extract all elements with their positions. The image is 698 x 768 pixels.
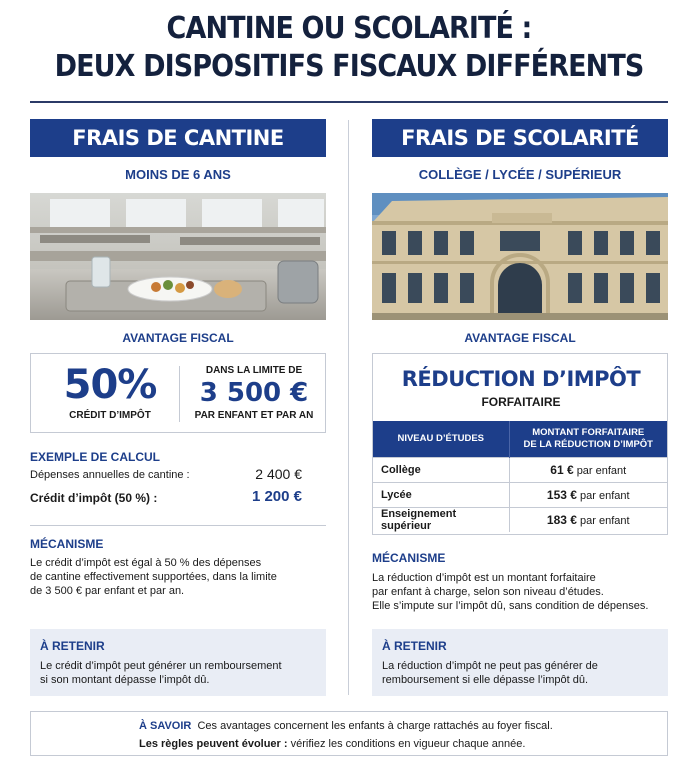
calc-row-label: Dépenses annuelles de cantine : — [30, 469, 190, 481]
rules-line — [139, 738, 525, 750]
level-cell: Lycée — [373, 482, 509, 507]
amount-cell — [509, 507, 667, 532]
calc-row-value: 2 400 € — [255, 466, 302, 482]
calc-row-credit — [30, 488, 326, 505]
calc-heading: EXEMPLE DE CALCUL — [30, 450, 161, 464]
text-line: si son montant dépasse l’impôt dû. — [40, 674, 210, 686]
cantine-subtitle: MOINS DE 6 ANS — [125, 167, 231, 182]
title-line-1: CANTINE OU SCOLARITÉ : — [166, 11, 532, 46]
scolarite-mechanism-text — [372, 571, 668, 613]
amount-cell — [509, 457, 667, 482]
text-line: La réduction d’impôt est un montant forfaitaire — [372, 572, 596, 584]
title-line-2: DEUX DISPOSITIFS FISCAUX DIFFÉRENTS — [54, 49, 644, 84]
credit-percent: 50% — [63, 362, 157, 408]
table-header-row — [373, 421, 667, 457]
amount-cell — [509, 482, 667, 507]
info-footer — [30, 711, 668, 756]
box-split-divider — [179, 366, 180, 422]
text-line: de cantine effectivement supportées, dans la limite — [30, 571, 277, 583]
credit-label: CRÉDIT D’IMPÔT — [69, 410, 151, 421]
level-cell: Enseignement supérieur — [373, 507, 509, 532]
scolarite-subtitle: COLLÈGE / LYCÉE / SUPÉRIEUR — [418, 167, 622, 182]
rules-text: vérifiez les conditions en vigueur chaque année. — [290, 738, 526, 750]
limit-bottom-text: PAR ENFANT ET PAR AN — [194, 410, 314, 421]
limit-value: 3 500 € — [199, 378, 309, 408]
page-title — [35, 10, 663, 86]
cantine-mechanism-heading: MÉCANISME — [30, 537, 104, 551]
scolarite-retain-text — [382, 659, 658, 687]
calc-row-expenses — [30, 466, 326, 482]
calc-row-label: Crédit d’impôt (50 %) : — [30, 491, 158, 505]
reduction-title: RÉDUCTION D’IMPÔT — [401, 367, 641, 391]
amount-unit: par enfant — [580, 514, 630, 527]
amount-value: 61 € — [550, 462, 574, 477]
title-rule — [30, 101, 668, 103]
scolarite-mechanism-heading: MÉCANISME — [372, 551, 446, 565]
column-divider — [348, 120, 349, 695]
header-line: MONTANT FORFAITAIRE — [532, 426, 645, 438]
scolarite-header: FRAIS DE SCOLARITÉ — [372, 119, 668, 157]
amount-unit: par enfant — [576, 464, 627, 477]
scolarite-advantage-label: AVANTAGE FISCAL — [464, 331, 576, 345]
cafeteria-photo — [30, 193, 326, 320]
text-line: remboursement si elle dépasse l’impôt dû. — [382, 674, 589, 686]
header-line: DE LA RÉDUCTION D’IMPÔT — [523, 438, 653, 450]
amount-value: 183 € — [546, 512, 577, 527]
text-line: de 3 500 € par enfant et par an. — [30, 585, 185, 597]
text-line: La réduction d’impôt ne peut pas générer de — [382, 660, 598, 672]
cantine-retain-text — [40, 659, 316, 687]
calc-row-value: 1 200 € — [251, 488, 302, 505]
limit-top-text: DANS LA LIMITE DE — [205, 365, 303, 376]
rules-key: Les règles peuvent évoluer : — [139, 738, 288, 750]
levels-table — [373, 421, 667, 532]
cantine-header: FRAIS DE CANTINE — [30, 119, 326, 157]
cantine-retain-heading: À RETENIR — [40, 639, 105, 653]
calc-divider — [30, 525, 326, 526]
column-header-amount — [509, 421, 667, 457]
school-building-photo — [372, 193, 668, 320]
reduction-box — [372, 353, 668, 535]
cantine-mechanism-text — [30, 556, 326, 598]
scolarite-retain-box — [372, 629, 668, 696]
cantine-column — [30, 119, 326, 686]
table-row — [373, 482, 667, 507]
text-line: par enfant à charge, selon son niveau d’études. — [372, 586, 604, 598]
cantine-credit-box — [30, 353, 326, 433]
savoir-line — [139, 720, 553, 732]
text-line: Le crédit d’impôt peut générer un remboursement — [40, 660, 282, 672]
scolarite-retain-heading: À RETENIR — [382, 639, 447, 653]
table-row — [373, 457, 667, 482]
level-cell: Collège — [373, 457, 509, 482]
reduction-subtitle: FORFAITAIRE — [481, 395, 561, 409]
scolarite-column — [372, 119, 668, 686]
amount-value: 153 € — [546, 487, 577, 502]
table-row — [373, 507, 667, 532]
cantine-retain-box — [30, 629, 326, 696]
cantine-advantage-label: AVANTAGE FISCAL — [122, 331, 234, 345]
column-header-level: NIVEAU D’ÉTUDES — [373, 421, 509, 457]
text-line: Elle s’impute sur l’impôt dû, sans condition de dépenses. — [372, 600, 649, 612]
text-line: Le crédit d’impôt est égal à 50 % des dépenses — [30, 557, 262, 569]
savoir-text: Ces avantages concernent les enfants à charge rattachés au foyer fiscal. — [197, 720, 553, 732]
savoir-key: À SAVOIR — [139, 720, 192, 732]
amount-unit: par enfant — [580, 489, 630, 502]
